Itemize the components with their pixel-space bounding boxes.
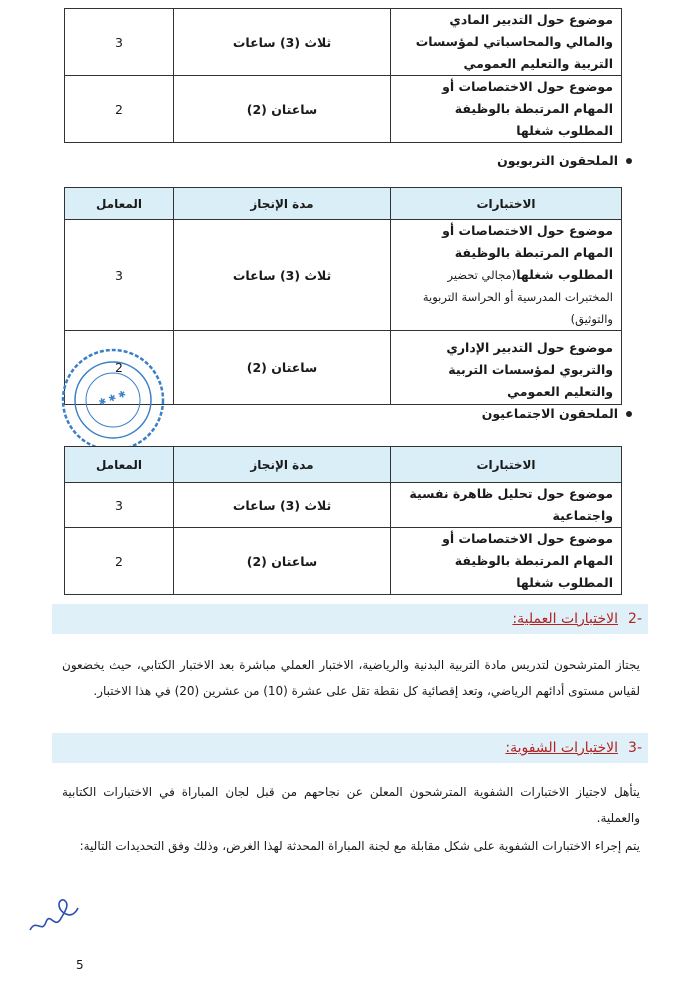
svg-text:✱ ✱ ✱: ✱ ✱ ✱: [97, 389, 128, 409]
section-title: الاختبارات العملية:: [512, 611, 619, 627]
table-row: [65, 76, 622, 143]
oral-exams-text-1: يتأهل لاجتياز الاختبارات الشفوية المترشحون المعلن عن نجاحهم من قبل لجان المباراة في الاختبارات الكتابية والعملية.: [62, 785, 640, 825]
header-duration: مدة الإنجاز: [174, 188, 391, 220]
table-row: [65, 9, 622, 76]
table-header-row: [65, 188, 622, 220]
header-exams: الاختبارات: [391, 188, 622, 220]
section-number: -2: [628, 611, 642, 627]
section-title: الملحقون التربويون: [497, 153, 618, 168]
table-continued: [64, 8, 622, 143]
oral-exams-heading: [52, 733, 648, 763]
exam-coefficient: 2: [65, 331, 174, 405]
header-coefficient: المعامل: [65, 188, 174, 220]
page-number: 5: [76, 958, 84, 972]
signature: [24, 890, 84, 940]
table-row: [65, 483, 622, 528]
exam-coefficient: 3: [65, 9, 174, 76]
oral-exams-text-2: يتم إجراء الاختبارات الشفوية على شكل مقابلة مع لجنة المباراة المحدثة لهذا الغرض، وذلك وفق التحديدات التالية:: [79, 839, 640, 853]
exam-topic: موضوع حول التدبير الإداري والتربوي لمؤسسات التربية والتعليم العمومي: [391, 331, 622, 405]
practical-exams-heading: [52, 604, 648, 634]
exam-coefficient: 2: [65, 528, 174, 595]
exam-topic: [391, 220, 622, 331]
header-coefficient: المعامل: [65, 447, 174, 483]
exam-duration: ساعتان (2): [174, 76, 391, 143]
header-exams: الاختبارات: [391, 447, 622, 483]
bullet-icon: [626, 158, 632, 164]
table-row: [65, 220, 622, 331]
exam-coefficient: 2: [65, 76, 174, 143]
table-social: [64, 446, 622, 595]
exam-duration: ساعتان (2): [174, 331, 391, 405]
exam-topic: موضوع حول الاختصاصات أو المهام المرتبطة بالوظيفة المطلوب شغلها: [391, 76, 622, 143]
section-title: الملحقون الاجتماعيون: [481, 406, 618, 421]
exam-duration: ثلاث (3) ساعات: [174, 220, 391, 331]
official-stamp: [58, 345, 168, 455]
exam-topic: موضوع حول التدبير المادي والمالي والمحاسباتي لمؤسسات التربية والتعليم العمومي: [391, 9, 622, 76]
exam-duration: ثلاث (3) ساعات: [174, 483, 391, 528]
exam-topic-detail: (مجالي تحضير المختبرات المدرسية أو الحراسة التربوية والتوثيق): [422, 268, 613, 326]
exam-duration: ثلاث (3) ساعات: [174, 9, 391, 76]
table-row: [65, 528, 622, 595]
exam-coefficient: 3: [65, 483, 174, 528]
practical-exams-text: يجتاز المترشحون لتدريس مادة التربية البدنية والرياضية، الاختبار العملي مباشرة بعد الاختبار الكتابي، حيث يخضعون لقياس مستوى أدائهم الرياضي، وتعد إقصائية كل نقطة تقل على عشرة (10) من عشرين (20) في هذا الاختبار.: [62, 658, 640, 698]
exam-topic: موضوع حول تحليل ظاهرة نفسية واجتماعية: [391, 483, 622, 528]
table-header-row: [65, 447, 622, 483]
section-number: -3: [628, 740, 642, 756]
exam-duration: ساعتان (2): [174, 528, 391, 595]
section-heading-pedagogical: [497, 153, 632, 168]
section-heading-social: [482, 406, 632, 421]
exam-topic: موضوع حول الاختصاصات أو المهام المرتبطة بالوظيفة المطلوب شغلها: [391, 528, 622, 595]
header-duration: مدة الإنجاز: [174, 447, 391, 483]
exam-coefficient: 3: [65, 220, 174, 331]
bullet-icon: [626, 411, 632, 417]
section-title: الاختبارات الشفوية:: [505, 740, 619, 756]
exam-topic-text: موضوع حول الاختصاصات أو المهام المرتبطة بالوظيفة المطلوب شغلها: [442, 223, 613, 282]
